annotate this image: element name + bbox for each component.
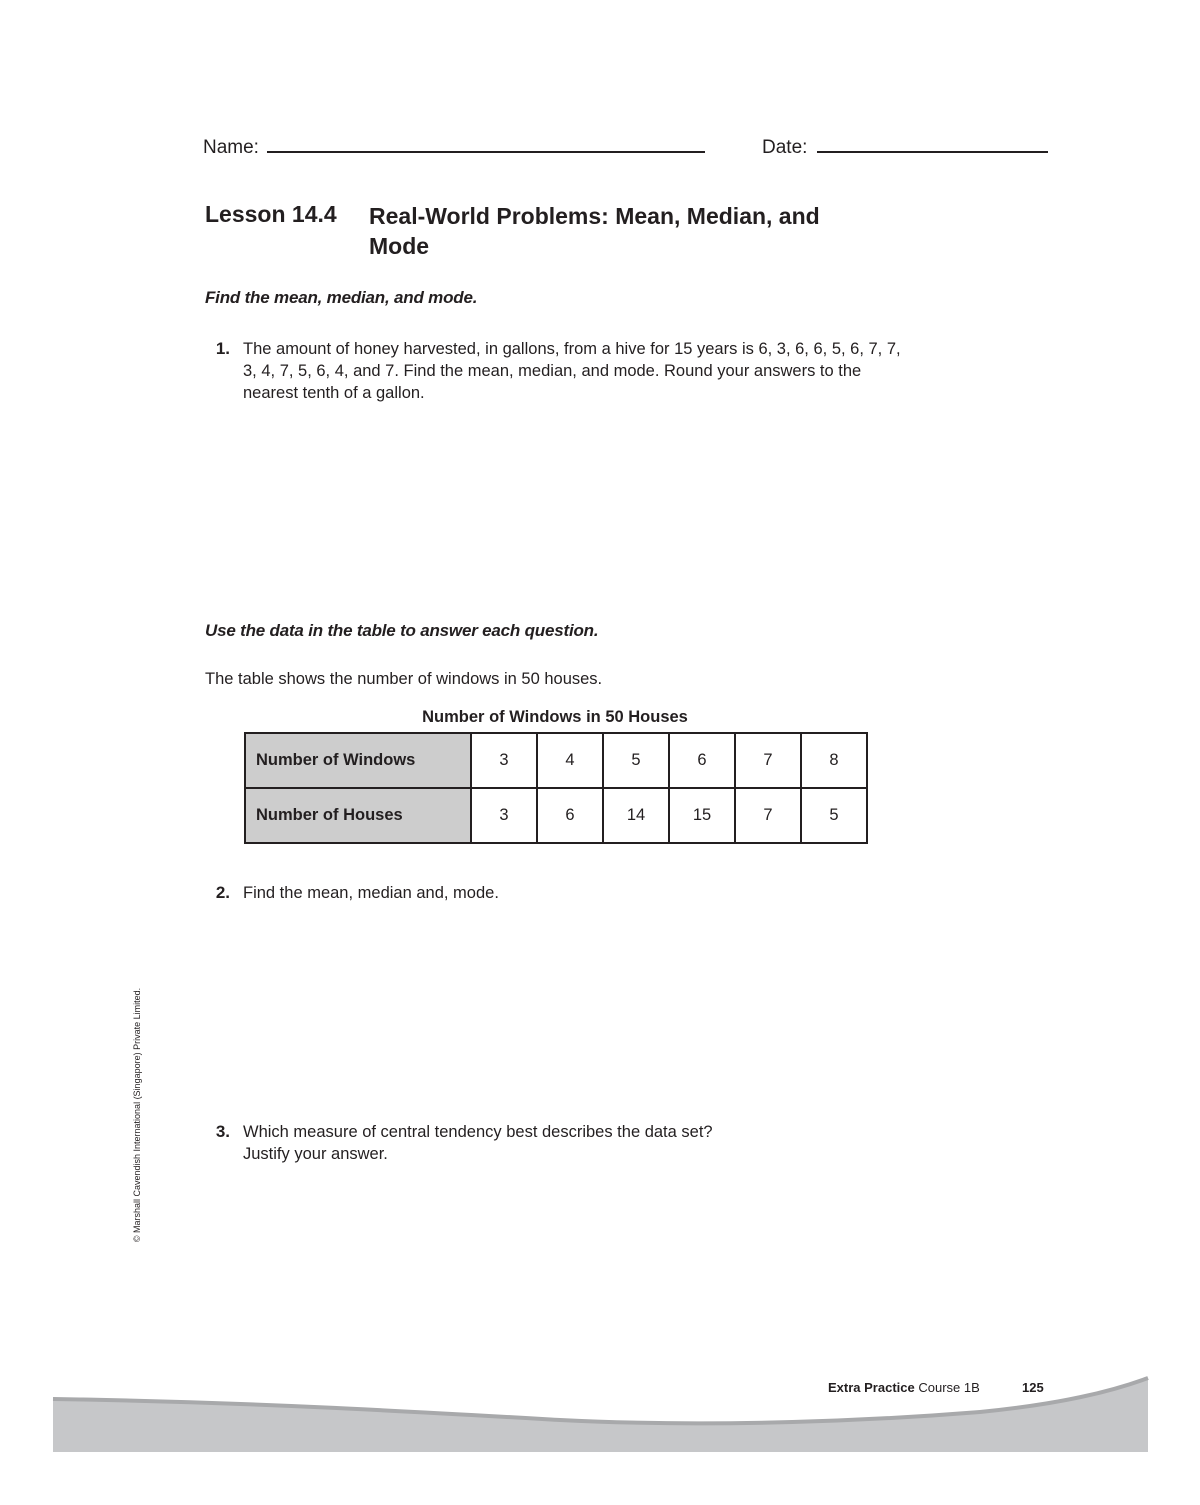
footer-label-bold: Extra Practice xyxy=(828,1380,915,1395)
question1-number: 1. xyxy=(215,339,230,358)
footer-label-course: Course 1B xyxy=(914,1380,980,1395)
table-cell: 7 xyxy=(735,733,801,788)
table-intro: The table shows the number of windows in 50 houses. xyxy=(205,670,603,688)
question3-line2: Justify your answer. xyxy=(243,1145,388,1163)
footer-wave-shape xyxy=(53,1378,1148,1452)
page-number: 125 xyxy=(1022,1380,1044,1395)
table-cell: 3 xyxy=(471,733,537,788)
row-header: Number of Houses xyxy=(245,788,471,843)
row-header: Number of Windows xyxy=(245,733,471,788)
table-cell: 3 xyxy=(471,788,537,843)
windows-table xyxy=(244,732,868,844)
question2-number: 2. xyxy=(215,883,230,902)
question3-text xyxy=(243,1121,843,1165)
table-cell: 6 xyxy=(537,788,603,843)
copyright-notice: © Marshall Cavendish International (Singapore) Private Limited. xyxy=(132,987,142,1243)
question3-number: 3. xyxy=(215,1122,230,1141)
table-row-houses xyxy=(245,788,867,843)
section1-instruction: Find the mean, median, and mode. xyxy=(205,288,478,307)
question1-text: The amount of honey harvested, in gallons, from a hive for 15 years is 6, 3, 6, 6, 5, 6, 7, 7, 3, 4, 7, 5, 6, 4, and 7. Find the mean, median, and mode. Round your answers to the nearest tenth of a gallon. xyxy=(243,340,901,402)
name-label: Name: xyxy=(203,137,259,158)
table-cell: 14 xyxy=(603,788,669,843)
lesson-number: Lesson 14.4 xyxy=(205,201,337,227)
footer-label xyxy=(828,1380,980,1395)
name-line[interactable] xyxy=(267,151,705,153)
table-cell: 6 xyxy=(669,733,735,788)
table-cell: 15 xyxy=(669,788,735,843)
table-row-windows xyxy=(245,733,867,788)
lesson-title: Real-World Problems: Mean, Median, and Mode xyxy=(369,203,820,259)
date-line[interactable] xyxy=(817,151,1048,153)
table-cell: 5 xyxy=(603,733,669,788)
question2-text: Find the mean, median and, mode. xyxy=(243,884,499,902)
date-label: Date: xyxy=(762,137,808,158)
table-title: Number of Windows in 50 Houses xyxy=(422,708,688,726)
table-cell: 5 xyxy=(801,788,867,843)
footer-wave-band xyxy=(0,1370,1200,1505)
table-cell: 7 xyxy=(735,788,801,843)
question3-line1: Which measure of central tendency best describes the data set? xyxy=(243,1123,713,1141)
table-cell: 8 xyxy=(801,733,867,788)
table-cell: 4 xyxy=(537,733,603,788)
section2-instruction: Use the data in the table to answer each question. xyxy=(205,621,599,640)
